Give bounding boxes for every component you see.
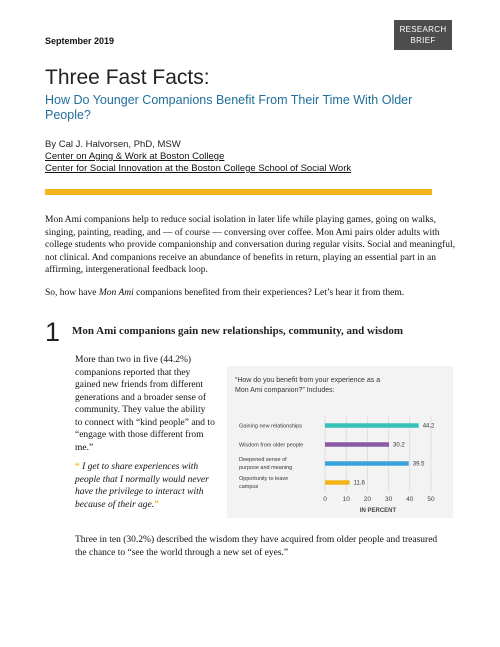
intro-question-paragraph <box>45 287 455 300</box>
quote-open-mark: “ <box>75 462 80 472</box>
chart-category-label: Wisdom from older people <box>239 442 304 449</box>
chart-category-label: Deepened sense of <box>239 457 287 463</box>
chart-x-tick-label: 10 <box>342 496 350 503</box>
chart-bar <box>325 480 350 485</box>
section-paragraph-2: Three in ten (30.2%) described the wisdom they have acquired from older people and treasured the chance to “see the world through a new set of eyes.” <box>75 535 438 558</box>
chart-category-label: purpose and meaning <box>239 465 293 471</box>
chart-x-tick-label: 40 <box>406 496 414 503</box>
badge-line-2: BRIEF <box>410 36 436 45</box>
section-number: 1 <box>45 317 61 347</box>
chart-title-line: Mon Ami companion?” Includes: <box>235 387 335 394</box>
intro-paragraph: Mon Ami companions help to reduce social isolation in later life while playing games, going on walks, singing, painting, reading, and — of course — conversing over coffee. Mon Ami pairs older adults with college students who provide companionship and conversation during regular visits. Social and meaningful, not clinical. And companions receive an abundance of benefits in return, playing an essential part in an affirming, intergenerational feedback loop. <box>45 215 455 275</box>
chart-svg <box>227 366 453 518</box>
chart-bar <box>325 423 419 428</box>
chart-category-label: Opportunity to leave <box>239 476 289 482</box>
chart-bar <box>325 442 389 447</box>
research-brief-badge <box>394 20 452 50</box>
institution-link-social-innovation[interactable]: Center for Social Innovation at the Boston College School of Social Work <box>45 163 352 174</box>
intro-question-before: So, how have <box>45 288 99 298</box>
institution-link-aging-work[interactable]: Center on Aging & Work at Boston College <box>45 151 225 162</box>
chart-category-label: Gaining new relationships <box>239 423 302 430</box>
quote-text: I get to share experiences with people that I normally would never have the privilege to interact with because of their age. <box>75 462 209 510</box>
chart-value-label: 30.2 <box>393 442 405 449</box>
page-title: Three Fast Facts: <box>45 66 210 89</box>
yellow-divider <box>45 189 432 195</box>
chart-x-tick-label: 0 <box>323 496 327 503</box>
chart-value-label: 11.6 <box>353 480 365 487</box>
chart-category-label: campus <box>239 484 259 490</box>
section-paragraph-1: More than two in five (44.2%) companions reported that they gained new friends from different generations and a broader sense of community. They value the ability to connect with “kind people” and to “engage with those different from me.” <box>75 355 215 453</box>
benefits-bar-chart <box>227 366 453 518</box>
chart-value-label: 39.5 <box>412 461 425 468</box>
intro-question-brand: Mon Ami <box>98 288 134 298</box>
report-date: September 2019 <box>45 36 115 46</box>
author-line: By Cal J. Halvorsen, PhD, MSW <box>45 139 181 150</box>
pull-quote <box>75 461 215 511</box>
chart-x-tick-label: 30 <box>384 496 393 503</box>
intro-question-after: companions benefited from their experiences? Let’s hear it from them. <box>133 288 405 298</box>
chart-x-tick-label: 50 <box>427 496 435 503</box>
chart-x-axis-label: IN PERCENT <box>359 508 397 514</box>
chart-value-label: 44.2 <box>422 423 435 430</box>
section-heading: Mon Ami companions gain new relationships, community, and wisdom <box>72 325 404 337</box>
chart-x-tick-label: 20 <box>363 496 372 503</box>
chart-bar <box>325 461 409 466</box>
chart-title-line: “How do you benefit from your experience as a <box>235 377 381 384</box>
page-subtitle: How Do Younger Companions Benefit From Their Time With Older People? <box>45 93 413 122</box>
quote-close-mark: ” <box>154 499 159 510</box>
badge-line-1: RESEARCH <box>399 25 447 34</box>
